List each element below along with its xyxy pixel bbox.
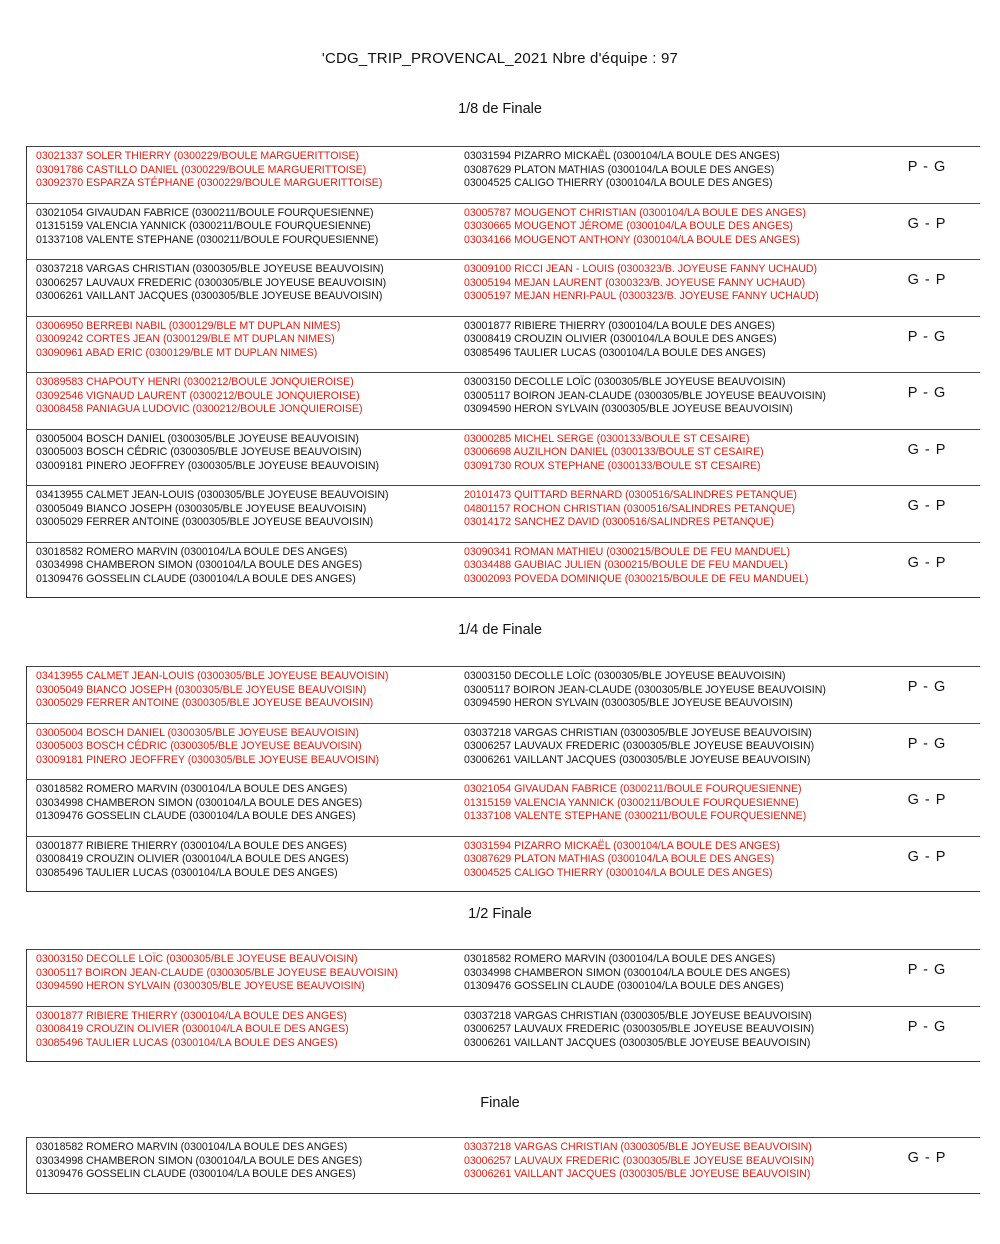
player-entry: 03005049 BIANCO JOSEPH (0300305/BLE JOYEUSE BEAUVOISIN) — [36, 502, 367, 515]
round-final — [26, 1137, 980, 1194]
player-entry: 03085496 TAULIER LUCAS (0300104/LA BOULE DES ANGES) — [36, 866, 338, 879]
player-entry: 01309476 GOSSELIN CLAUDE (0300104/LA BOULE DES ANGES) — [36, 810, 356, 823]
match-row — [26, 429, 980, 486]
player-entry: 03034998 CHAMBERON SIMON (0300104/LA BOULE DES ANGES) — [36, 1154, 363, 1167]
team-right — [464, 727, 814, 768]
player-entry: 03009242 CORTES JEAN (0300129/BLE MT DUPLAN NIMES) — [36, 333, 335, 346]
team-right — [464, 1010, 814, 1051]
player-entry: 03094590 HERON SYLVAIN (0300305/BLE JOYEUSE BEAUVOISIN) — [464, 697, 793, 710]
document-title: 'CDG_TRIP_PROVENCAL_2021 Nbre d'équipe : 97 — [321, 50, 679, 67]
player-entry: 03005117 BOIRON JEAN-CLAUDE (0300305/BLE JOYEUSE BEAUVOISIN) — [36, 966, 398, 979]
player-entry: 20101473 QUITTARD BERNARD (0300516/SALINDRES PETANQUE) — [464, 489, 797, 501]
match-row — [26, 203, 980, 260]
player-entry: 03087629 PLATON MATHIAS (0300104/LA BOULE DES ANGES) — [464, 853, 775, 866]
team-left — [36, 433, 379, 474]
player-entry: 03034166 MOUGENOT ANTHONY (0300104/LA BOULE DES ANGES) — [464, 233, 800, 246]
player-entry: 03021054 GIVAUDAN FABRICE (0300211/BOULE FOURQUESIENNE) — [464, 783, 802, 795]
match-row — [26, 372, 980, 429]
team-right — [464, 1141, 814, 1182]
player-entry: 03005117 BOIRON JEAN-CLAUDE (0300305/BLE JOYEUSE BEAUVOISIN) — [464, 683, 826, 696]
player-entry: 03413955 CALMET JEAN-LOUIS (0300305/BLE JOYEUSE BEAUVOISIN) — [36, 670, 389, 682]
team-right — [464, 783, 806, 824]
player-entry: 03021054 GIVAUDAN FABRICE (0300211/BOULE FOURQUESIENNE) — [36, 206, 374, 219]
team-left — [36, 546, 362, 587]
player-entry: 03037218 VARGAS CHRISTIAN (0300305/BLE JOYEUSE BEAUVOISIN) — [464, 726, 812, 739]
player-entry: 03008458 PANIAGUA LUDOVIC (0300212/BOULE JONQUIEROISE) — [36, 403, 363, 416]
player-entry: 03034998 CHAMBERON SIMON (0300104/LA BOULE DES ANGES) — [36, 559, 363, 572]
player-entry: 03008419 CROUZIN OLIVIER (0300104/LA BOULE DES ANGES) — [36, 853, 349, 866]
team-left — [36, 670, 389, 711]
player-entry: 03006261 VAILLANT JACQUES (0300305/BLE JOYEUSE BEAUVOISIN) — [464, 1036, 811, 1049]
match-row — [26, 542, 980, 599]
player-entry: 03001877 RIBIERE THIERRY (0300104/LA BOULE DES ANGES) — [36, 839, 347, 852]
player-entry: 01315159 VALENCIA YANNICK (0300211/BOULE FOURQUESIENNE) — [36, 220, 371, 233]
match-result: G - P — [907, 441, 947, 458]
match-row — [26, 485, 980, 542]
player-entry: 03009181 PINERO JEOFFREY (0300305/BLE JOYEUSE BEAUVOISIN) — [36, 753, 380, 766]
player-entry: 03090961 ABAD ERIC (0300129/BLE MT DUPLAN NIMES) — [36, 346, 318, 359]
player-entry: 03004525 CALIGO THIERRY (0300104/LA BOULE DES ANGES) — [464, 177, 773, 190]
player-entry: 01309476 GOSSELIN CLAUDE (0300104/LA BOULE DES ANGES) — [36, 1168, 356, 1181]
player-entry: 03002093 POVEDA DOMINIQUE (0300215/BOULE DE FEU MANDUEL) — [464, 572, 809, 585]
match-row — [26, 723, 980, 780]
team-right — [464, 376, 826, 417]
player-entry: 03034488 GAUBIAC JULIEN (0300215/BOULE DE FEU MANDUEL) — [464, 559, 788, 572]
player-entry: 03008419 CROUZIN OLIVIER (0300104/LA BOULE DES ANGES) — [464, 333, 777, 346]
player-entry: 01315159 VALENCIA YANNICK (0300211/BOULE FOURQUESIENNE) — [464, 796, 799, 809]
match-row — [26, 666, 980, 723]
team-left — [36, 840, 349, 881]
player-entry: 03009181 PINERO JEOFFREY (0300305/BLE JOYEUSE BEAUVOISIN) — [36, 459, 380, 472]
team-left — [36, 263, 386, 304]
player-entry: 03037218 VARGAS CHRISTIAN (0300305/BLE JOYEUSE BEAUVOISIN) — [36, 263, 384, 275]
player-entry: 01337108 VALENTE STEPHANE (0300211/BOULE FOURQUESIENNE) — [36, 233, 379, 246]
player-entry: 03004525 CALIGO THIERRY (0300104/LA BOULE DES ANGES) — [464, 866, 773, 879]
player-entry: 03018582 ROMERO MARVIN (0300104/LA BOULE DES ANGES) — [464, 953, 776, 965]
match-result: P - G — [907, 1018, 947, 1035]
player-entry: 03037218 VARGAS CHRISTIAN (0300305/BLE JOYEUSE BEAUVOISIN) — [464, 1141, 812, 1153]
player-entry: 03413955 CALMET JEAN-LOUIS (0300305/BLE JOYEUSE BEAUVOISIN) — [36, 489, 389, 501]
player-entry: 01337108 VALENTE STEPHANE (0300211/BOULE FOURQUESIENNE) — [464, 810, 807, 823]
player-entry: 03085496 TAULIER LUCAS (0300104/LA BOULE DES ANGES) — [36, 1036, 338, 1049]
player-entry: 03001877 RIBIERE THIERRY (0300104/LA BOULE DES ANGES) — [36, 1009, 347, 1022]
player-entry: 03092370 ESPARZA STÉPHANE (0300229/BOULE MARGUERITTOISE) — [36, 177, 383, 190]
match-row — [26, 259, 980, 316]
player-entry: 03005003 BOSCH CÉDRIC (0300305/BLE JOYEUSE BEAUVOISIN) — [36, 446, 362, 459]
match-row — [26, 146, 980, 203]
match-result: G - P — [907, 848, 947, 865]
match-row — [26, 316, 980, 373]
match-row — [26, 779, 980, 836]
player-entry: 03018582 ROMERO MARVIN (0300104/LA BOULE DES ANGES) — [36, 1141, 348, 1153]
match-result: G - P — [907, 272, 947, 288]
round-eighth-finals — [26, 146, 980, 598]
player-entry: 03021337 SOLER THIERRY (0300229/BOULE MARGUERITTOISE) — [36, 150, 360, 162]
player-entry: 03091730 ROUX STEPHANE (0300133/BOULE ST CESAIRE) — [464, 459, 761, 472]
player-entry: 01309476 GOSSELIN CLAUDE (0300104/LA BOULE DES ANGES) — [464, 980, 784, 993]
match-result: P - G — [907, 679, 947, 695]
team-left — [36, 150, 382, 191]
player-entry: 03008419 CROUZIN OLIVIER (0300104/LA BOULE DES ANGES) — [36, 1023, 349, 1036]
match-result: P - G — [907, 385, 947, 401]
match-result: P - G — [907, 159, 947, 175]
team-right — [464, 320, 777, 361]
match-result: G - P — [907, 1150, 947, 1166]
match-result: G - P — [907, 498, 947, 514]
team-right — [464, 433, 764, 474]
player-entry: 03092546 VIGNAUD LAURENT (0300212/BOULE JONQUIEROISE) — [36, 389, 360, 402]
player-entry: 04801157 ROCHON CHRISTIAN (0300516/SALINDRES PETANQUE) — [464, 502, 796, 515]
match-result: P - G — [907, 962, 947, 978]
team-right — [464, 953, 790, 994]
player-entry: 03090341 ROMAN MATHIEU (0300215/BOULE DE FEU MANDUEL) — [464, 545, 790, 558]
player-entry: 03000285 MICHEL SERGE (0300133/BOULE ST CESAIRE) — [464, 432, 750, 445]
player-entry: 03031594 PIZARRO MICKAËL (0300104/LA BOULE DES ANGES) — [464, 150, 780, 162]
team-left — [36, 727, 379, 768]
player-entry: 03087629 PLATON MATHIAS (0300104/LA BOULE DES ANGES) — [464, 163, 775, 176]
player-entry: 03005197 MEJAN HENRI-PAUL (0300323/B. JOYEUSE FANNY UCHAUD) — [464, 290, 819, 303]
player-entry: 03006698 AUZILHON DANIEL (0300133/BOULE ST CESAIRE) — [464, 446, 764, 459]
player-entry: 03006261 VAILLANT JACQUES (0300305/BLE JOYEUSE BEAUVOISIN) — [36, 290, 383, 303]
player-entry: 03006257 LAUVAUX FREDERIC (0300305/BLE JOYEUSE BEAUVOISIN) — [36, 276, 387, 289]
player-entry: 03089583 CHAPOUTY HENRI (0300212/BOULE JONQUIEROISE) — [36, 376, 354, 388]
player-entry: 03014172 SANCHEZ DAVID (0300516/SALINDRES PETANQUE) — [464, 516, 774, 529]
player-entry: 03003150 DECOLLE LOÏC (0300305/BLE JOYEUSE BEAUVOISIN) — [464, 376, 786, 388]
player-entry: 03003150 DECOLLE LOÏC (0300305/BLE JOYEUSE BEAUVOISIN) — [36, 953, 358, 965]
round-quarter-finals — [26, 666, 980, 892]
player-entry: 03006261 VAILLANT JACQUES (0300305/BLE JOYEUSE BEAUVOISIN) — [464, 753, 811, 766]
player-entry: 03005029 FERRER ANTOINE (0300305/BLE JOYEUSE BEAUVOISIN) — [36, 516, 374, 529]
match-result: G - P — [907, 554, 947, 571]
team-left — [36, 320, 340, 361]
player-entry: 03005004 BOSCH DANIEL (0300305/BLE JOYEUSE BEAUVOISIN) — [36, 726, 359, 739]
match-row — [26, 1006, 980, 1063]
match-result: G - P — [907, 215, 947, 232]
team-left — [36, 207, 378, 248]
player-entry: 03030665 MOUGENOT JÉROME (0300104/LA BOULE DES ANGES) — [464, 220, 793, 233]
player-entry: 03005003 BOSCH CÉDRIC (0300305/BLE JOYEUSE BEAUVOISIN) — [36, 740, 362, 753]
round-semi-finals — [26, 949, 980, 1062]
player-entry: 03085496 TAULIER LUCAS (0300104/LA BOULE DES ANGES) — [464, 346, 766, 359]
match-result: P - G — [907, 735, 947, 752]
team-right — [464, 546, 808, 587]
team-right — [464, 207, 806, 248]
player-entry: 03005049 BIANCO JOSEPH (0300305/BLE JOYEUSE BEAUVOISIN) — [36, 683, 367, 696]
round-title-quarter-finals: 1/4 de Finale — [458, 622, 542, 638]
player-entry: 03006257 LAUVAUX FREDERIC (0300305/BLE JOYEUSE BEAUVOISIN) — [464, 1023, 815, 1036]
team-left — [36, 489, 389, 530]
player-entry: 03001877 RIBIERE THIERRY (0300104/LA BOULE DES ANGES) — [464, 319, 775, 332]
player-entry: 03094590 HERON SYLVAIN (0300305/BLE JOYEUSE BEAUVOISIN) — [464, 403, 793, 416]
round-title-final: Finale — [480, 1095, 520, 1111]
team-right — [464, 263, 819, 304]
player-entry: 03005787 MOUGENOT CHRISTIAN (0300104/LA BOULE DES ANGES) — [464, 206, 806, 219]
round-title-semi-finals: 1/2 Finale — [468, 906, 532, 922]
player-entry: 03034998 CHAMBERON SIMON (0300104/LA BOULE DES ANGES) — [36, 796, 363, 809]
player-entry: 03094590 HERON SYLVAIN (0300305/BLE JOYEUSE BEAUVOISIN) — [36, 980, 365, 993]
team-right — [464, 840, 780, 881]
player-entry: 03018582 ROMERO MARVIN (0300104/LA BOULE DES ANGES) — [36, 783, 348, 795]
player-entry: 03006950 BERREBI NABIL (0300129/BLE MT DUPLAN NIMES) — [36, 319, 341, 332]
player-entry: 03006257 LAUVAUX FREDERIC (0300305/BLE JOYEUSE BEAUVOISIN) — [464, 740, 815, 753]
player-entry: 03006257 LAUVAUX FREDERIC (0300305/BLE JOYEUSE BEAUVOISIN) — [464, 1154, 815, 1167]
team-right — [464, 150, 780, 191]
player-entry: 03006261 VAILLANT JACQUES (0300305/BLE JOYEUSE BEAUVOISIN) — [464, 1168, 811, 1181]
player-entry: 01309476 GOSSELIN CLAUDE (0300104/LA BOULE DES ANGES) — [36, 572, 356, 585]
match-row — [26, 836, 980, 893]
match-result: P - G — [907, 328, 947, 345]
player-entry: 03009100 RICCI JEAN - LOUIS (0300323/B. JOYEUSE FANNY UCHAUD) — [464, 263, 818, 275]
player-entry: 03005029 FERRER ANTOINE (0300305/BLE JOYEUSE BEAUVOISIN) — [36, 697, 374, 710]
player-entry: 03091786 CASTILLO DANIEL (0300229/BOULE MARGUERITTOISE) — [36, 163, 367, 176]
match-row — [26, 1137, 980, 1194]
player-entry: 03005117 BOIRON JEAN-CLAUDE (0300305/BLE JOYEUSE BEAUVOISIN) — [464, 389, 826, 402]
round-title-eighth-finals: 1/8 de Finale — [458, 101, 542, 117]
team-left — [36, 376, 363, 417]
team-left — [36, 953, 398, 994]
team-left — [36, 1141, 362, 1182]
player-entry: 03018582 ROMERO MARVIN (0300104/LA BOULE DES ANGES) — [36, 545, 348, 558]
player-entry: 03031594 PIZARRO MICKAËL (0300104/LA BOULE DES ANGES) — [464, 839, 780, 852]
match-row — [26, 949, 980, 1006]
player-entry: 03003150 DECOLLE LOÏC (0300305/BLE JOYEUSE BEAUVOISIN) — [464, 670, 786, 682]
team-left — [36, 1010, 349, 1051]
player-entry: 03005194 MEJAN LAURENT (0300323/B. JOYEUSE FANNY UCHAUD) — [464, 276, 806, 289]
team-right — [464, 670, 826, 711]
team-right — [464, 489, 797, 530]
match-result: G - P — [907, 792, 947, 808]
player-entry: 03034998 CHAMBERON SIMON (0300104/LA BOULE DES ANGES) — [464, 966, 791, 979]
player-entry: 03005004 BOSCH DANIEL (0300305/BLE JOYEUSE BEAUVOISIN) — [36, 432, 359, 445]
player-entry: 03037218 VARGAS CHRISTIAN (0300305/BLE JOYEUSE BEAUVOISIN) — [464, 1009, 812, 1022]
team-left — [36, 783, 362, 824]
